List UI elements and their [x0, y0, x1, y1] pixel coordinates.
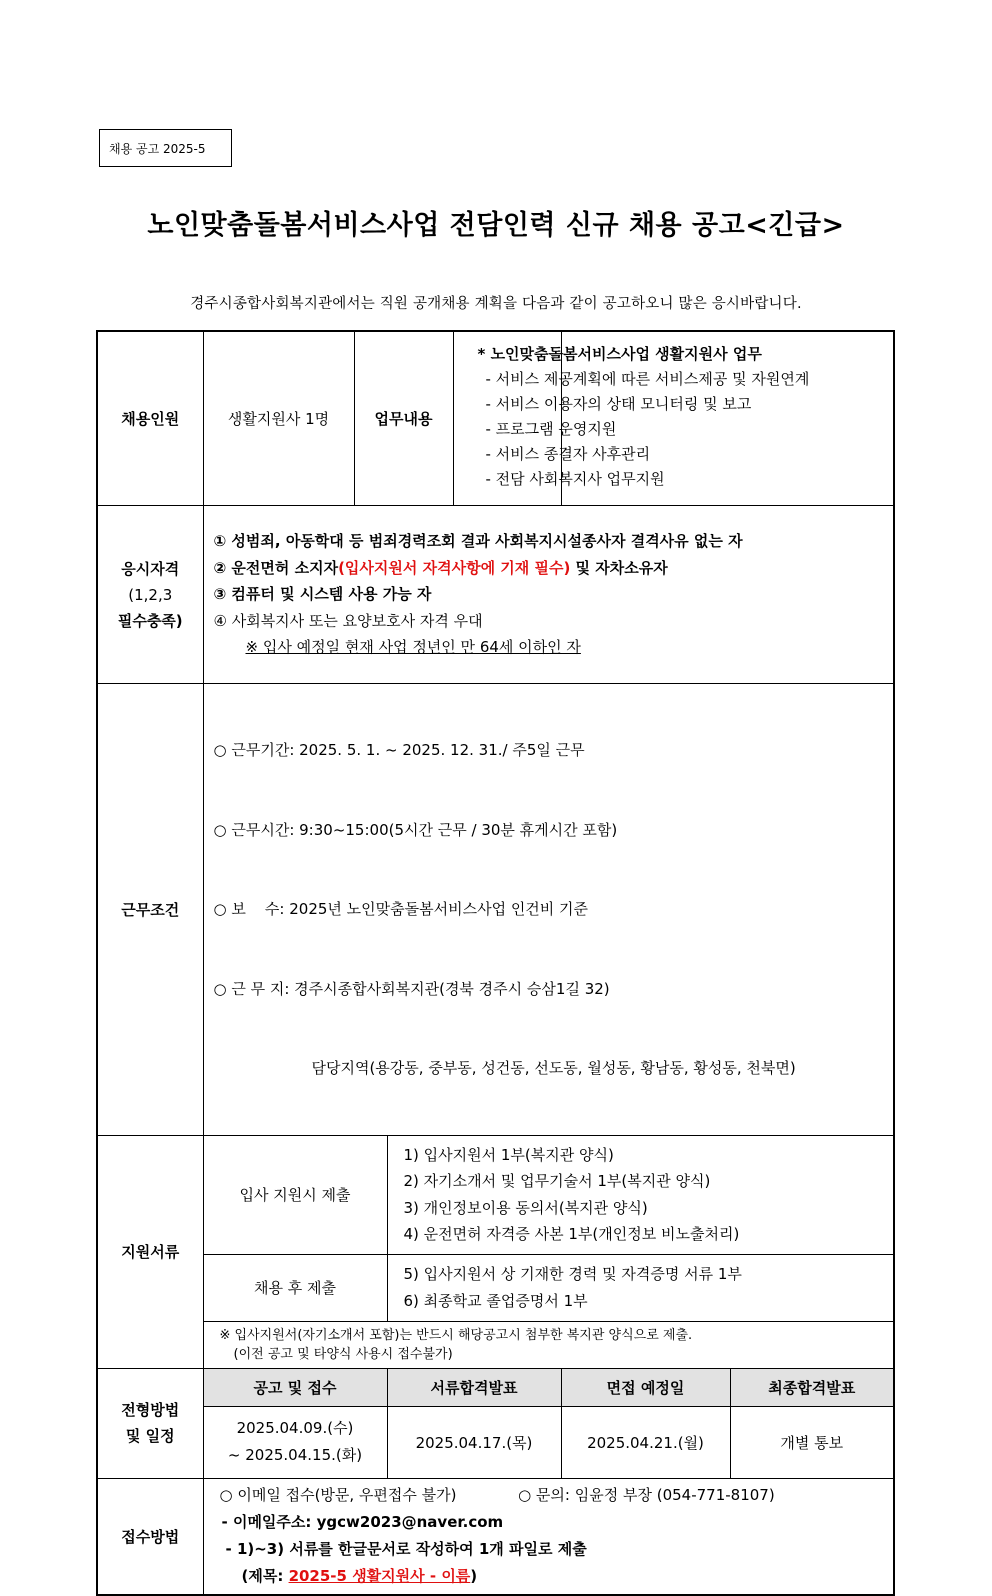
documents-label: 지원서류	[97, 1135, 203, 1368]
duty-list	[477, 331, 894, 506]
schedule-label	[97, 1368, 203, 1478]
schedule-label-1: 전형방법	[121, 1401, 180, 1419]
qualification-list	[203, 506, 894, 684]
submission-row	[97, 1478, 894, 1595]
documents-apply-label: 입사 지원시 제출	[203, 1135, 387, 1254]
documents-after-item: 6) 최종학교 졸업증명서 1부	[403, 1291, 588, 1310]
conditions-period: ○ 근무기간: 2025. 5. 1. ~ 2025. 12. 31./ 주5일 근무	[213, 741, 585, 759]
conditions-hours: ○ 근무시간: 9:30~15:00(5시간 근무 / 30분 휴게시간 포함)	[213, 820, 618, 839]
documents-after-list	[387, 1254, 894, 1321]
documents-row-note	[97, 1321, 894, 1368]
intro-text: 경주시종합사회복지관에서는 직원 공개채용 계획을 다음과 같이 공고하오니 많은 응시바랍니다.	[190, 296, 802, 312]
qualification-label	[97, 506, 203, 684]
duty-item: - 프로그램 운영지원	[485, 420, 617, 438]
schedule-receipt-start: 2025.04.09.(수)	[236, 1419, 354, 1437]
duty-item: - 서비스 이용자의 상태 모니터링 및 보고	[485, 395, 752, 413]
documents-apply-item: 4) 운전면허 자격증 사본 1부(개인정보 비노출처리)	[403, 1225, 740, 1243]
documents-apply-item: 2) 자기소개서 및 업무기술서 1부(복지관 양식)	[403, 1172, 711, 1190]
schedule-value-row	[97, 1406, 894, 1478]
qualification-note: ※ 입사 예정일 현재 사업 정년인 만 64세 이하인 자	[245, 638, 581, 657]
qualification-item-2-required: (입사지원서 자격사항에 기재 필수)	[338, 558, 571, 577]
qualification-label-3: 필수충족)	[117, 611, 183, 630]
duty-label: 업무내용	[355, 332, 454, 505]
qualification-item-4: ④ 사회복지사 또는 요양보호사 자격 우대	[213, 611, 483, 630]
qualification-item-2	[214, 555, 894, 582]
submission-instruction: - 1)~3) 서류를 한글문서로 작성하여 1개 파일로 제출	[225, 1540, 587, 1559]
submission-subject-format: 2025-5 생활지원사 - 이름	[288, 1567, 471, 1586]
qualification-row	[97, 506, 894, 684]
documents-note-1: ※ 입사지원서(자기소개서 포함)는 반드시 해당공고시 첨부한 복지관 양식으로 제출.	[219, 1327, 693, 1343]
schedule-receipt	[203, 1406, 387, 1478]
qualification-item-1: ① 성범죄, 아동학대 등 범죄경력조회 결과 사회복지시설종사자 결격사유 없는 자	[213, 532, 743, 551]
conditions-label: 근무조건	[97, 684, 203, 1136]
submission-subject-close: )	[470, 1567, 478, 1586]
schedule-header-receipt: 공고 및 접수	[203, 1368, 387, 1406]
conditions-place: ○ 근 무 지: 경주시종합사회복지관(경북 경주시 승삼1길 32)	[213, 979, 610, 998]
duty-item: - 전담 사회복지사 업무지원	[485, 470, 665, 488]
notice-number-box	[99, 129, 232, 167]
submission-content	[203, 1478, 894, 1595]
qualification-item-3: ③ 컴퓨터 및 시스템 사용 가능 자	[213, 585, 432, 604]
schedule-header-interview: 면접 예정일	[561, 1368, 730, 1406]
schedule-header-final: 최종합격발표	[730, 1368, 894, 1406]
documents-after-label: 채용 후 제출	[203, 1254, 387, 1321]
submission-subject-open: (제목:	[241, 1567, 289, 1586]
qualification-label-2: (1,2,3	[128, 585, 173, 604]
conditions-area: 담당지역(용강동, 중부동, 성건동, 선도동, 월성동, 황남동, 황성동, 천북면)	[311, 1059, 796, 1077]
documents-note	[203, 1321, 894, 1368]
documents-apply-list	[387, 1135, 894, 1254]
schedule-final: 개별 통보	[730, 1406, 894, 1478]
qualification-item-2-text: ② 운전면허 소지자	[213, 558, 339, 577]
submission-line-1	[220, 1482, 894, 1509]
submission-email: - 이메일주소: ygcw2023@naver.com	[221, 1513, 504, 1532]
duty-title: * 노인맞춤돌봄서비스사업 생활지원사 업무	[477, 345, 762, 363]
documents-row-after	[97, 1254, 894, 1321]
recruitment-table	[96, 330, 895, 1596]
duty-item: - 서비스 제공계획에 따른 서비스제공 및 자원연계	[485, 370, 810, 388]
notice-number: 채용 공고 2025-5	[109, 141, 206, 156]
conditions-list	[203, 684, 894, 1136]
recruit-row	[97, 331, 894, 506]
conditions-row	[97, 684, 894, 1136]
submission-label: 접수방법	[97, 1478, 203, 1595]
recruit-label: 채용인원	[97, 331, 203, 506]
schedule-receipt-end: ~ 2025.04.15.(화)	[227, 1446, 363, 1464]
documents-apply-item: 1) 입사지원서 1부(복지관 양식)	[403, 1145, 614, 1164]
schedule-doc-result: 2025.04.17.(목)	[387, 1406, 561, 1478]
documents-note-2: (이전 공고 및 타양식 사용시 접수불가)	[233, 1346, 453, 1362]
submission-inquiry: ○ 문의: 임윤정 부장 (054-771-8107)	[518, 1486, 775, 1505]
duty-item: - 서비스 종결자 사후관리	[485, 445, 651, 463]
documents-apply-item: 3) 개인정보이용 동의서(복지관 양식)	[403, 1198, 648, 1217]
schedule-interview: 2025.04.21.(월)	[561, 1406, 730, 1478]
conditions-pay: ○ 보 수: 2025년 노인맞춤돌봄서비스사업 인건비 기준	[213, 900, 589, 918]
qualification-label-1: 응시자격	[121, 559, 180, 578]
schedule-header-doc-result: 서류합격발표	[387, 1368, 561, 1406]
submission-subject	[220, 1563, 894, 1590]
documents-row-apply	[97, 1135, 894, 1254]
documents-after-item: 5) 입사지원서 상 기재한 경력 및 자격증명 서류 1부	[403, 1265, 742, 1283]
qualification-item-2-car: 및 자차소유자	[570, 558, 668, 577]
submission-email-method: ○ 이메일 접수(방문, 우편접수 불가)	[219, 1486, 457, 1505]
schedule-header-row	[97, 1368, 894, 1406]
recruit-value: 생활지원사 1명	[203, 331, 354, 506]
page-title: 노인맞춤돌봄서비스사업 전담인력 신규 채용 공고<긴급>	[147, 210, 845, 241]
schedule-label-2: 및 일정	[125, 1427, 175, 1445]
